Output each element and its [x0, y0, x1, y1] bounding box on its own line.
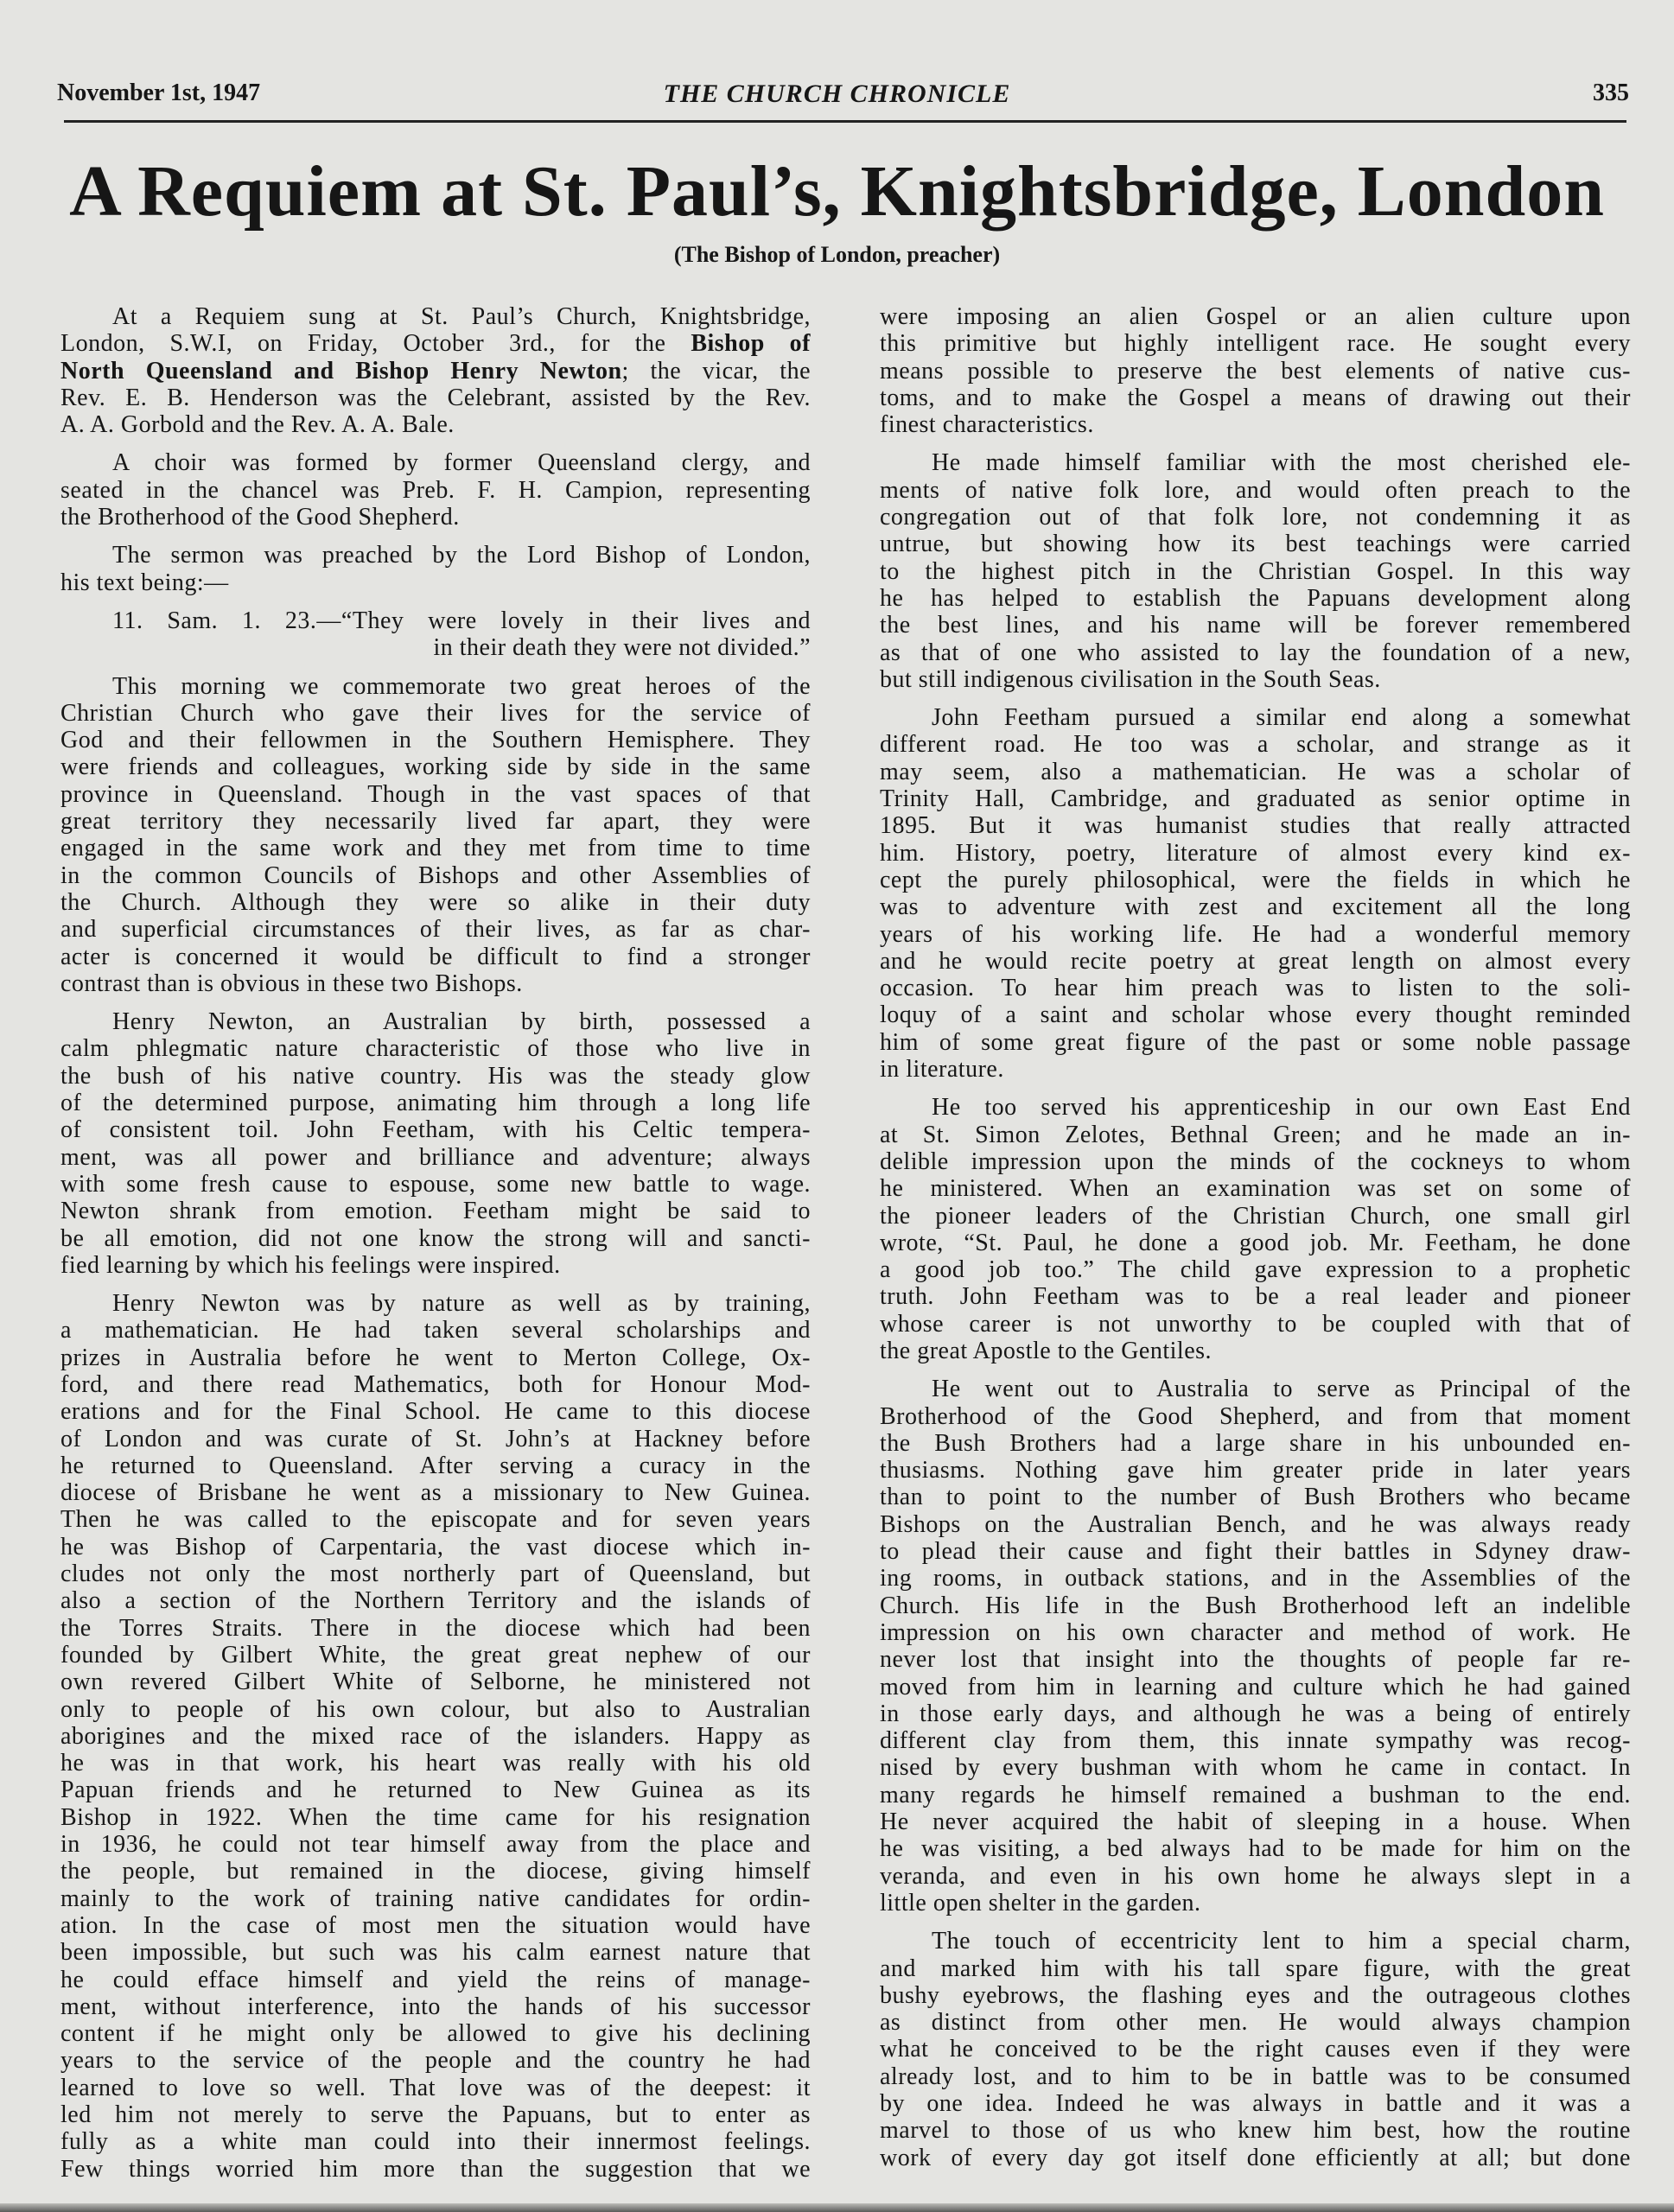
text-line: in their death they were not divided.”	[433, 634, 811, 662]
text-line: Rev. E. B. Henderson was the Celebrant, assisted by the Rev.	[60, 384, 811, 411]
issue-date: November 1st, 1947	[57, 79, 261, 106]
text-line: finest characteristics.	[880, 411, 1094, 439]
text-line: loquy of a saint and scholar whose every thought reminded	[880, 1001, 1631, 1029]
text-line: different clay from them, this innate sympathy was recog-	[880, 1727, 1631, 1755]
text-line: The touch of eccentricity lent to him a special charm,	[932, 1928, 1631, 1955]
text-line: delible impression upon the minds of the cockneys to whom	[880, 1147, 1631, 1175]
paragraph	[880, 1376, 1631, 1916]
page-number: 335	[1593, 79, 1629, 106]
text-line: Few things worried him more than the suggestion that we	[60, 2155, 811, 2183]
text-line: bushy eyebrows, the flashing eyes and the outrageous clothes	[880, 1981, 1631, 2009]
text-line: marvel to those of us who knew him best, how the routine	[880, 2117, 1631, 2145]
text-line: as distinct from other men. He would always champion	[880, 2009, 1631, 2037]
text-line: he has helped to establish the Papuans development along	[880, 584, 1631, 612]
text-line: Trinity Hall, Cambridge, and graduated as senior optime in	[880, 785, 1631, 813]
text-line: occasion. To hear him preach was to listen to the soli-	[880, 975, 1631, 1002]
text-line: by one idea. Indeed he was always in battle and it was a	[880, 2090, 1631, 2117]
text-line: impression on his own character and method of work. He	[880, 1618, 1631, 1646]
text-line: of consistent toil. John Feetham, with his Celtic tempera-	[60, 1116, 811, 1144]
text-line: the pioneer leaders of the Christian Church, one small girl	[880, 1202, 1631, 1230]
paragraph	[880, 1928, 1631, 2171]
text-line: little open shelter in the garden.	[880, 1889, 1201, 1916]
text-line: the great Apostle to the Gentiles.	[880, 1337, 1213, 1364]
bold-text: North Queensland and Bishop Henry Newton	[60, 357, 622, 385]
text-line: only to people of his own colour, but also to Australian	[60, 1695, 811, 1723]
text-line: ford, and there read Mathematics, both for Honour Mod-	[60, 1370, 811, 1398]
text-line: Newton shrank from emotion. Feetham might be said to	[60, 1198, 811, 1225]
text-line: to the highest pitch in the Christian Gospel. In this way	[880, 557, 1631, 585]
text-line: fied learning by which his feelings were inspired.	[60, 1251, 561, 1279]
text-line: Henry Newton, an Australian by birth, possessed a	[112, 1008, 811, 1036]
text-segment: ; the vicar, the	[621, 357, 811, 385]
text-line: ation. In the case of most men the situation would have	[60, 1911, 811, 1939]
text-line: At a Requiem sung at St. Paul’s Church, Knightsbridge,	[112, 303, 811, 330]
text-line: him of some great figure of the past or some noble passage	[880, 1028, 1631, 1056]
text-line: the Bush Brothers had a large share in his unbounded en-	[880, 1429, 1631, 1457]
text-line: ments of native folk lore, and would often preach to the	[880, 476, 1631, 504]
text-line: in the common Councils of Bishops and other Assemblies of	[60, 861, 811, 889]
text-line: the people, but remained in the diocese, giving himself	[60, 1858, 811, 1885]
text-line: seated in the chancel was Preb. F. H. Campion, representing	[60, 476, 811, 504]
text-line: He too served his apprenticeship in our own East End	[932, 1094, 1631, 1122]
text-line: he was Bishop of Carpentaria, the vast diocese which in-	[60, 1533, 811, 1560]
article-title: A Requiem at St. Paul’s, Knightsbridge, London	[69, 151, 1605, 232]
text-line: Bishop in 1922. When the time came for his resignation	[60, 1803, 811, 1831]
text-line: calm phlegmatic nature characteristic of those who live in	[60, 1035, 811, 1063]
text-line: he returned to Queensland. After serving a curacy in the	[60, 1452, 811, 1479]
text-line	[60, 358, 811, 385]
text-line: years to the service of the people and the country he had	[60, 2047, 811, 2075]
text-line: whose career is not unworthy to be coupled with that of	[880, 1310, 1631, 1338]
text-line: veranda, and even in his own home he always slept in a	[880, 1862, 1631, 1890]
text-line: nised by every bushman with whom he came in contact. In	[880, 1754, 1631, 1782]
text-line: This morning we commemorate two great heroes of the	[112, 672, 811, 700]
text-line: to plead their cause and fight their battles in Sdyney draw-	[880, 1538, 1631, 1566]
text-line: Then he was called to the episcopate and for seven years	[60, 1506, 811, 1534]
text-line: and marked him with his tall spare figure, with the great	[880, 1955, 1631, 1982]
text-line: thusiasms. Nothing gave him greater pride in later years	[880, 1457, 1631, 1484]
text-line: Papuan friends and he returned to New Guinea as its	[60, 1777, 811, 1804]
text-line: this primitive but highly intelligent race. He sought every	[880, 330, 1631, 358]
paragraph	[60, 1290, 811, 2183]
text-line: Christian Church who gave their lives for the service of	[60, 699, 811, 727]
text-line: A choir was formed by former Queensland clergy, and	[112, 449, 811, 477]
text-line: means possible to preserve the best elements of native cus-	[880, 357, 1631, 385]
paragraph	[60, 449, 811, 531]
text-line: truth. John Feetham was to be a real leader and pioneer	[880, 1283, 1631, 1311]
text-line: he could efface himself and yield the reins of manage-	[60, 1966, 811, 1993]
text-line: years of his working life. He had a wonderful memory	[880, 920, 1631, 948]
header-rule	[64, 120, 1626, 123]
text-line: John Feetham pursued a similar end along a somewhat	[932, 704, 1631, 732]
text-line: Henry Newton was by nature as well as by training,	[112, 1290, 811, 1318]
text-line: own revered Gilbert White of Selborne, he ministered not	[60, 1669, 811, 1696]
text-line: 1895. But it was humanist studies that really attracted	[880, 812, 1631, 840]
text-line: many regards he himself remained a bushman to the end.	[880, 1781, 1631, 1808]
text-line: were imposing an alien Gospel or an alien culture upon	[880, 303, 1631, 330]
text-column-right	[880, 303, 1631, 2183]
text-line: ment, without interference, into the hands of his successor	[60, 1993, 811, 2020]
paragraph	[880, 303, 1631, 438]
publication-name: THE CHURCH CHRONICLE	[663, 79, 1011, 108]
text-line: and he would recite poetry at great length on almost every	[880, 947, 1631, 975]
text-line: congregation out of that folk lore, not condemning it as	[880, 504, 1631, 531]
text-line: never lost that insight into the thoughts of people far re-	[880, 1646, 1631, 1674]
text-line: untrue, but showing how its best teachings were carried	[880, 531, 1631, 558]
text-line: content if he might only be allowed to give his declining	[60, 2020, 811, 2048]
article-subtitle: (The Bishop of London, preacher)	[673, 242, 1001, 267]
text-segment: London, S.W.I, on Friday, October 3rd., for the	[60, 330, 691, 358]
text-line: province in Queensland. Though in the vast spaces of that	[60, 780, 811, 808]
text-line: Church. His life in the Bush Brotherhood left an indelible	[880, 1592, 1631, 1619]
text-line: already lost, and to him to be in battle was to be consumed	[880, 2063, 1631, 2090]
text-line: A. A. Gorbold and the Rev. A. A. Bale.	[60, 411, 455, 439]
paragraph	[880, 449, 1631, 693]
text-line: been impossible, but such was his calm earnest nature that	[60, 1939, 811, 1967]
text-line: the best lines, and his name will be forever remembered	[880, 612, 1631, 639]
text-line: he was visiting, a bed always had to be made for him on the	[880, 1835, 1631, 1863]
text-line: may seem, also a mathematician. He was a scholar of	[880, 758, 1631, 785]
text-line	[60, 330, 811, 357]
text-line: acter is concerned it would be difficult to find a stronger	[60, 943, 811, 970]
text-line: mainly to the work of training native candidates for ordin-	[60, 1885, 811, 1912]
text-line: cept the purely philosophical, were the fields in which he	[880, 866, 1631, 893]
text-line: the bush of his native country. His was the steady glow	[60, 1062, 811, 1090]
page-edge	[0, 2203, 1674, 2212]
text-line: of London and was curate of St. John’s at Hackney before	[60, 1425, 811, 1452]
text-line: Brotherhood of the Good Shepherd, and from that moment	[880, 1402, 1631, 1430]
text-line: God and their fellowmen in the Southern Hemisphere. They	[60, 727, 811, 754]
text-line: fully as a white man could into their innermost feelings.	[60, 2128, 811, 2156]
text-line: what he conceived to be the right causes even if they were	[880, 2036, 1631, 2063]
text-line: work of every day got itself done efficiently at all; but done	[880, 2144, 1631, 2171]
paragraph	[880, 1094, 1631, 1364]
text-line: him. History, poetry, literature of almost every kind ex-	[880, 839, 1631, 867]
text-line: ing rooms, in outback stations, and in the Assemblies of the	[880, 1565, 1631, 1592]
text-line: he ministered. When an examination was set on some of	[880, 1175, 1631, 1203]
text-column-left	[60, 303, 811, 2194]
text-line: prizes in Australia before he went to Merton College, Ox-	[60, 1344, 811, 1371]
text-line: He never acquired the habit of sleeping in a house. When	[880, 1808, 1631, 1836]
text-line: toms, and to make the Gospel a means of drawing out their	[880, 384, 1631, 411]
paragraph	[60, 542, 811, 596]
text-line: with some fresh cause to espouse, some new battle to wage.	[60, 1170, 811, 1198]
text-line: the Torres Straits. There in the diocese which had been	[60, 1614, 811, 1642]
text-line: in 1936, he could not tear himself away from the place and	[60, 1831, 811, 1859]
text-line: different road. He too was a scholar, and strange as it	[880, 731, 1631, 759]
text-line: at St. Simon Zelotes, Bethnal Green; and he made an in-	[880, 1121, 1631, 1148]
paragraph	[60, 673, 811, 998]
text-line: great territory they necessarily lived far apart, they were	[60, 808, 811, 836]
text-line: the Brotherhood of the Good Shepherd.	[60, 504, 460, 531]
text-line: learned to love so well. That love was of the deepest: it	[60, 2074, 811, 2101]
text-line: moved from him in learning and culture which he had gained	[880, 1673, 1631, 1700]
text-line: aborigines and the mixed race of the islanders. Happy as	[60, 1722, 811, 1750]
text-line: his text being:—	[60, 569, 229, 596]
text-line: the Church. Although they were so alike in their duty	[60, 888, 811, 916]
text-line: but still indigenous civilisation in the South Seas.	[880, 665, 1381, 693]
text-line: contrast than is obvious in these two Bishops.	[60, 969, 523, 997]
paragraph	[880, 704, 1631, 1083]
text-line: a mathematician. He had taken several scholarships and	[60, 1317, 811, 1344]
text-line: in literature.	[880, 1056, 1004, 1084]
text-line: of the determined purpose, animating him through a long life	[60, 1090, 811, 1117]
text-line: He went out to Australia to serve as Principal of the	[932, 1376, 1631, 1403]
paragraph	[60, 607, 811, 662]
text-line: founded by Gilbert White, the great great nephew of our	[60, 1641, 811, 1669]
text-line: Bishops on the Australian Bench, and he was always ready	[880, 1510, 1631, 1538]
text-line: a good job too.” The child gave expression to a prophetic	[880, 1256, 1631, 1284]
text-line: were friends and colleagues, working side by side in the same	[60, 753, 811, 781]
text-line: be all emotion, did not one know the strong will and sancti-	[60, 1224, 811, 1252]
text-line: led him not merely to serve the Papuans, but to enter as	[60, 2101, 811, 2128]
text-line: He made himself familiar with the most cherished ele-	[932, 449, 1631, 477]
text-line: than to point to the number of Bush Brothers who became	[880, 1484, 1631, 1511]
paragraph	[60, 1008, 811, 1279]
text-line: diocese of Brisbane he went as a missionary to New Guinea.	[60, 1479, 811, 1507]
text-line: in those early days, and although he was a being of entirely	[880, 1700, 1631, 1727]
text-line: and superficial circumstances of their lives, as far as char-	[60, 916, 811, 944]
text-line: also a section of the Northern Territory and the islands of	[60, 1587, 811, 1615]
text-line: cludes not only the most northerly part of Queensland, but	[60, 1560, 811, 1588]
text-line: The sermon was preached by the Lord Bishop of London,	[112, 542, 811, 569]
bold-text: Bishop of	[691, 330, 811, 358]
text-line: 11. Sam. 1. 23.—“They were lovely in their lives and	[112, 607, 811, 634]
text-line: engaged in the same work and they met from time to time	[60, 835, 811, 862]
text-line: erations and for the Final School. He came to this diocese	[60, 1398, 811, 1426]
text-line: as that of one who assisted to lay the foundation of a new,	[880, 639, 1631, 666]
text-line: wrote, “St. Paul, he done a good job. Mr. Feetham, he done	[880, 1229, 1631, 1256]
text-line: was to adventure with zest and excitement all the long	[880, 893, 1631, 921]
text-line: ment, was all power and brilliance and adventure; always	[60, 1143, 811, 1171]
paragraph	[60, 303, 811, 438]
text-line: he was in that work, his heart was really with his old	[60, 1750, 811, 1777]
